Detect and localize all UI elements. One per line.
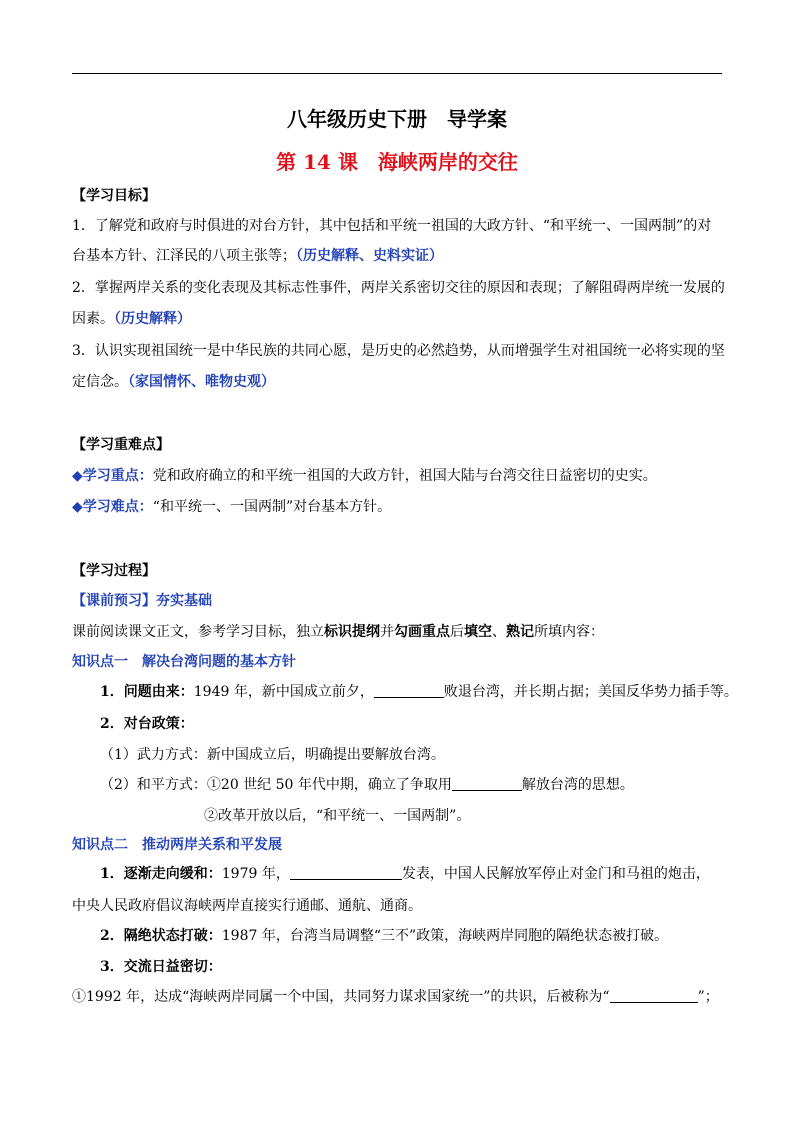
difficulty-line: ◆学习难点：“和平统一、一国两制”对台基本方针。 — [72, 499, 392, 515]
header-rule — [72, 73, 722, 74]
goals-heading: 【学习目标】 — [72, 188, 156, 204]
document-title: 八年级历史下册 导学案 — [287, 107, 507, 131]
preview-label: 【课前预习】夯实基础 — [72, 593, 212, 609]
keypoints-heading: 【学习重难点】 — [72, 437, 170, 453]
goal-3-line-2: 定信念。（家国情怀、唯物史观） — [72, 374, 275, 390]
fill-blank[interactable] — [374, 683, 444, 698]
process-heading: 【学习过程】 — [72, 563, 156, 579]
kp1-item-5: ②改革开放以后，“和平统一、一国两制”。 — [204, 808, 471, 824]
kp1-item-1: 1．问题由来：1949 年，新中国成立前夕， 败退台湾，并长期占据；美国反华势力插手等。 — [100, 684, 738, 700]
focus-line: ◆学习重点：党和政府确立的和平统一祖国的大政方针，祖国大陆与台湾交往日益密切的史实。 — [72, 468, 657, 484]
fill-blank[interactable] — [610, 988, 698, 1003]
goal-3-line-1: 3．认识实现祖国统一是中华民族的共同心愿，是历史的必然趋势，从而增强学生对祖国统一必将实现的坚 — [72, 343, 725, 359]
preview-instructions: 课前阅读课文正文，参考学习目标，独立标识提纲并勾画重点后填空、熟记所填内容： — [72, 624, 604, 640]
fill-blank[interactable] — [452, 776, 522, 791]
kp1-title: 知识点一 解决台湾问题的基本方针 — [72, 654, 296, 670]
kp2-item-4: ①1992 年，达成“海峡两岸同属一个中国，共同努力谋求国家统一”的共识，后被称为“ ”； — [72, 989, 719, 1005]
goal-2-line-1: 2．掌握两岸关系的变化表现及其标志性事件，两岸关系密切交往的原因和表现；了解阻碍两岸统一发展的 — [72, 280, 725, 296]
kp1-item-2: 2．对台政策： — [100, 716, 194, 732]
goal-2-line-2: 因素。（历史解释） — [72, 311, 191, 327]
difficulty-label: ◆学习难点： — [72, 499, 153, 515]
goal-3-tag: （家国情怀、唯物史观） — [128, 374, 275, 390]
kp1-item-4: （2）和平方式：①20 世纪 50 年代中期，确立了争取用 解放台湾的思想。 — [100, 777, 634, 793]
kp2-item-2: 2．隔绝状态打破：1987 年，台湾当局调整“三不”政策，海峡两岸同胞的隔绝状态被打破。 — [100, 928, 669, 944]
kp2-item-3: 3．交流日益密切： — [100, 959, 222, 975]
lesson-title: 第 14 课 海峡两岸的交往 — [276, 150, 518, 174]
kp2-title: 知识点二 推动两岸关系和平发展 — [72, 837, 282, 853]
kp2-item-1-cont: 中央人民政府倡议海峡两岸直接实行通邮、通航、通商。 — [72, 898, 422, 914]
goal-1-line-1: 1．了解党和政府与时俱进的对台方针，其中包括和平统一祖国的大政方针、“和平统一、一国两制”的对 — [72, 218, 712, 234]
kp1-item-3: （1）武力方式：新中国成立后，明确提出要解放台湾。 — [100, 747, 445, 763]
kp2-item-1: 1．逐渐走向缓和：1979 年， 发表，中国人民解放军停止对金门和马祖的炮击， — [100, 866, 710, 882]
goal-2-tag: （历史解释） — [114, 311, 191, 327]
goal-1-line-2: 台基本方针、江泽民的八项主张等；（历史解释、史料实证） — [72, 248, 443, 264]
goal-1-tag: （历史解释、史料实证） — [296, 248, 443, 264]
fill-blank[interactable] — [290, 865, 402, 880]
focus-label: ◆学习重点： — [72, 468, 153, 484]
